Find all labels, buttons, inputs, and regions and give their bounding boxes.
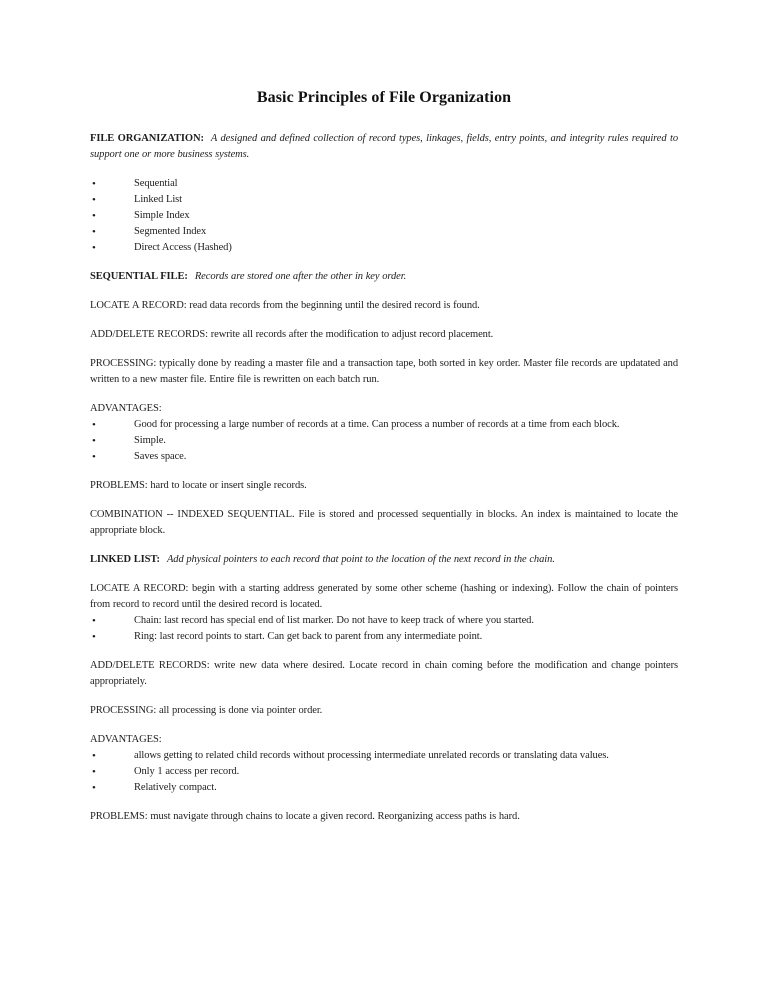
sequential-advantages-label: ADVANTAGES: [90, 403, 162, 414]
bullet-icon: • [92, 451, 96, 463]
sequential-locate-record: LOCATE A RECORD: read data records from the beginning until the desired record is found. [90, 300, 480, 311]
list-item-direct-access [90, 240, 678, 256]
linked-advantages-list [90, 748, 678, 796]
list-item-sequential [90, 176, 678, 192]
bullet-icon: • [92, 419, 96, 431]
file-organization-type-list [90, 176, 678, 256]
list-item-text: allows getting to related child records without processing intermediate unrelated records or translating data values. [134, 750, 609, 761]
list-item-advantage [90, 449, 678, 465]
sequential-file-definition: Records are stored one after the other in key order. [194, 271, 407, 282]
list-item-linked-list [90, 192, 678, 208]
list-item-ring [90, 629, 678, 645]
list-item-advantage [90, 764, 678, 780]
sequential-advantages-list [90, 417, 678, 465]
bullet-icon: • [92, 226, 96, 238]
list-item-simple-index [90, 208, 678, 224]
list-item-text: Saves space. [134, 451, 187, 462]
list-item-chain [90, 613, 678, 629]
list-item-advantage [90, 748, 678, 764]
bullet-icon: • [92, 631, 96, 643]
bullet-icon: • [92, 435, 96, 447]
list-item-text: Relatively compact. [134, 782, 217, 793]
list-item-advantage [90, 433, 678, 449]
sequential-processing: PROCESSING: typically done by reading a master file and a transaction tape, both sorted in key order. Master file records are updatated and written to a new master file. Entire file is rewritten on each batch run. [90, 358, 678, 385]
list-item-advantage [90, 780, 678, 796]
bullet-icon: • [92, 750, 96, 762]
file-organization-definition: A designed and defined collection of record types, linkages, fields, entry points, and integrity rules required to support one or more business systems. [90, 133, 678, 160]
combination-indexed-sequential: COMBINATION -- INDEXED SEQUENTIAL. File is stored and processed sequentially in blocks. An index is maintained to locate the appropriate block. [90, 509, 678, 536]
bullet-icon: • [92, 178, 96, 190]
linked-locate-record: LOCATE A RECORD: begin with a starting address generated by some other scheme (hashing or indexing). Follow the chain of pointers from record to record until the desired record is located. [90, 583, 678, 610]
document-title: Basic Principles of File Organization [256, 89, 512, 106]
list-item-advantage [90, 417, 678, 433]
linked-add-delete-records: ADD/DELETE RECORDS: write new data where desired. Locate record in chain coming before the modification and change pointers appropriately. [90, 660, 678, 687]
linked-processing: PROCESSING: all processing is done via pointer order. [90, 705, 323, 716]
sequential-problems: PROBLEMS: hard to locate or insert single records. [90, 480, 307, 491]
linked-list-definition: Add physical pointers to each record that point to the location of the next record in the chain. [166, 554, 555, 565]
linked-locate-type-list [90, 613, 678, 645]
list-item-text: Simple Index [134, 210, 190, 221]
bullet-icon: • [92, 242, 96, 254]
linked-advantages-label: ADVANTAGES: [90, 734, 162, 745]
list-item-text: Linked List [134, 194, 183, 205]
list-item-text: Good for processing a large number of records at a time. Can process a number of records at a time from each block. [134, 419, 620, 430]
list-item-text: Sequential [134, 178, 178, 189]
list-item-segmented-index [90, 224, 678, 240]
sequential-file-label: SEQUENTIAL FILE: [90, 271, 188, 282]
file-organization-paragraph [90, 131, 678, 163]
list-item-text: Only 1 access per record. [134, 766, 240, 777]
list-item-text: Direct Access (Hashed) [134, 242, 232, 253]
list-item-text: Ring: last record points to start. Can get back to parent from any intermediate point. [134, 631, 483, 642]
bullet-icon: • [92, 782, 96, 794]
sequential-file-heading [90, 269, 678, 285]
list-item-text: Simple. [134, 435, 166, 446]
sequential-add-delete-records: ADD/DELETE RECORDS: rewrite all records after the modification to adjust record placement. [90, 329, 494, 340]
linked-list-label: LINKED LIST: [90, 554, 160, 565]
linked-problems: PROBLEMS: must navigate through chains to locate a given record. Reorganizing access paths is hard. [90, 811, 520, 822]
list-item-text: Segmented Index [134, 226, 207, 237]
bullet-icon: • [92, 194, 96, 206]
file-organization-label: FILE ORGANIZATION: [90, 133, 204, 144]
bullet-icon: • [92, 766, 96, 778]
bullet-icon: • [92, 615, 96, 627]
linked-list-heading [90, 552, 678, 568]
list-item-text: Chain: last record has special end of list marker. Do not have to keep track of where you started. [134, 615, 534, 626]
bullet-icon: • [92, 210, 96, 222]
